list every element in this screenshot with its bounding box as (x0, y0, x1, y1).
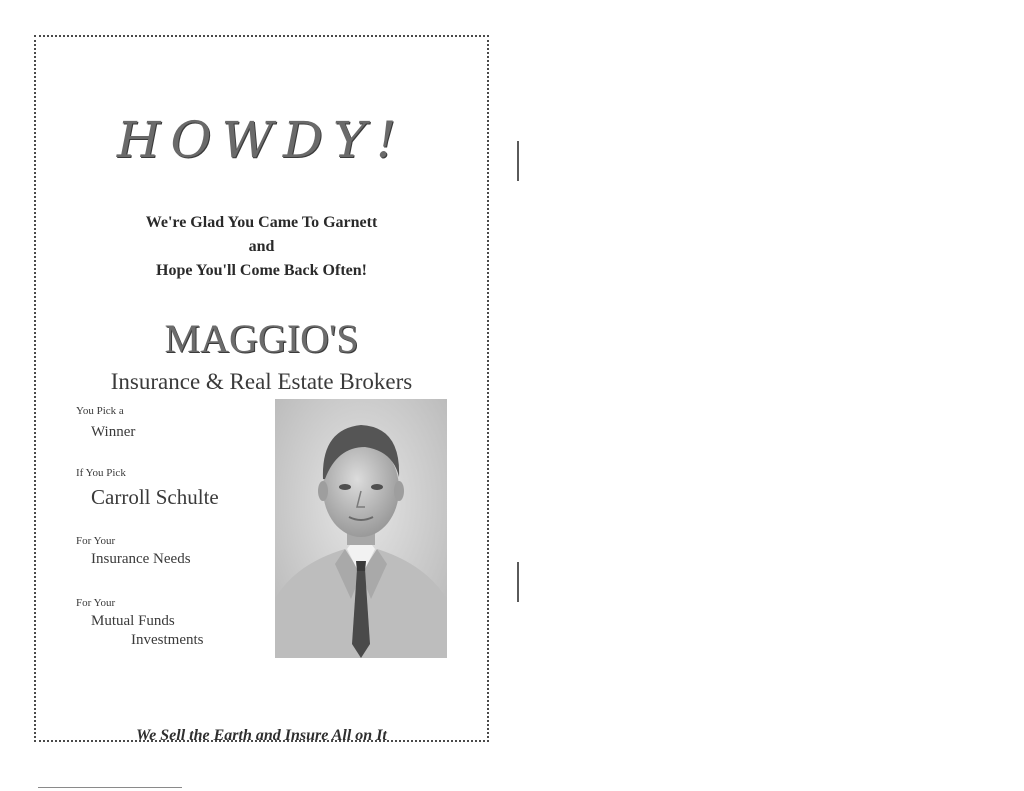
welcome-message (36, 211, 487, 283)
pitch-line-2-small: If You Pick (76, 467, 126, 479)
pitch-line-1-main: Winner (91, 424, 136, 440)
brand-tagline: Insurance & Real Estate Brokers (110, 369, 413, 394)
agent-name: Carroll Schulte (91, 485, 219, 509)
welcome-line-2: and (248, 238, 275, 255)
scan-mark-1 (517, 141, 519, 181)
pitch-line-4-main-b: Investments (131, 632, 204, 648)
scan-edge-line (38, 787, 182, 788)
welcome-line-1: We're Glad You Came To Garnett (145, 214, 378, 231)
motto: We Sell the Earth and Insure All on It (136, 727, 387, 744)
agent-portrait-photo (275, 399, 447, 658)
headline: HOWDY! (116, 111, 407, 169)
pitch-line-3-main: Insurance Needs (91, 551, 191, 567)
welcome-line-3: Hope You'll Come Back Often! (156, 262, 367, 279)
brand-name: MAGGIO'S (164, 316, 359, 361)
pitch-line-3-small: For Your (76, 535, 116, 547)
portrait-image (275, 399, 447, 658)
pitch-line-4-main-a: Mutual Funds (91, 613, 175, 629)
scan-mark-2 (517, 562, 519, 602)
pitch-line-4-small: For Your (76, 597, 116, 609)
pitch-line-1-small: You Pick a (76, 405, 124, 417)
